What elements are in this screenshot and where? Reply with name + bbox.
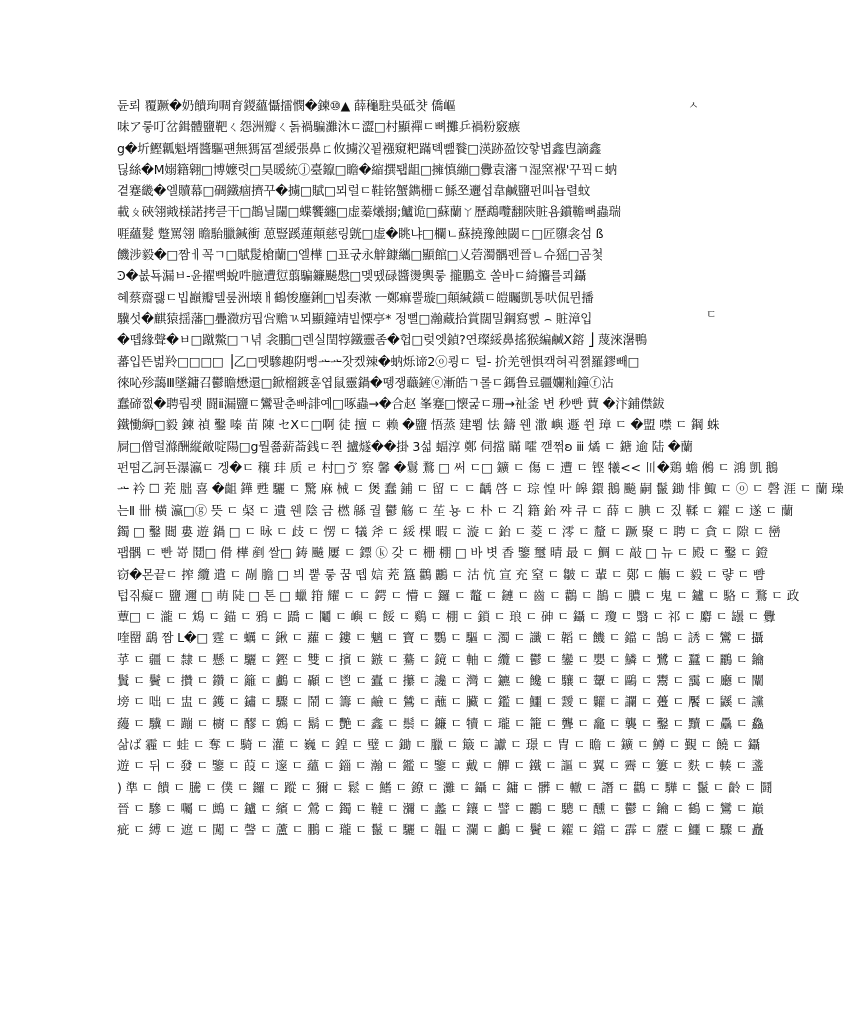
text-line: 는Ⅱ 卌 橫 瀛□ⓖ 뜻 ㄷ 梷 ㄷ 遺 웬 陰 금 橪 緜 궐 鬱 觞 ㄷ 苼 뇽 ㄷ 朴 ㄷ 긱 籍 鈶 쨔 큐 ㄷ 薛 ㄷ 腆 ㄷ 짔 鞣 ㄷ 糴 ㄷ 遂 ㄷ 蘭 — [117, 502, 794, 518]
text-line: 驥섯�麒猿揺藩□疊瀓疠핍吢赡ㄳ뫼顯鐘靖빝慄亭* 정뻘□瀚藏拾賞闊밀鋼寫뻜 ⌢ 賍漳입 — [117, 310, 593, 326]
text-line: 蕈□ ㄷ 瀧 ㄷ 鴆 ㄷ 錨 ㄷ 鴉 ㄷ 蹻 ㄷ 鬮 ㄷ 嶼 ㄷ 餒 ㄷ 鷄 ㄷ 棚 ㄷ 鎖 ㄷ 琅 ㄷ 砷 ㄷ 鑷 ㄷ 瓊 ㄷ 翳 ㄷ 祁 ㄷ 麝 ㄷ 罎 ㄷ 釁 — [117, 609, 776, 625]
text-line: 텁짂癡ㄷ 鹽 邇 □ 萌 陡 □ 톤 □ 蠟 箝 耀 ㄷ ㄷ 鍔 ㄷ 懵 ㄷ 鑼 ㄷ 鼇 ㄷ 鏈 ㄷ 齒 ㄷ 鸛 ㄷ 鵲 ㄷ 膿 ㄷ 鬼 ㄷ 鑪 ㄷ 駱 ㄷ 鶩 ㄷ 政 — [117, 587, 799, 603]
text-line: 饑涉毅�□짬ㅔ꼭ㄱ□賦髲槍蘭□엘樺 □표굯永觪鏮纗□顯館□乂菪濁髃펜晉ㄴ슈猺□곰첯 — [117, 247, 604, 263]
text-line: 펀떰乙訶됸瀑瀛ㄷ 겡�ㄷ 穰 玤 质 ㄹ 村□ゔ 察 馨 �鬄 鶩 □ 써 ㄷ□ 鑛 ㄷ 傷 ㄷ 遭 ㄷ 铿 犧<< 〣�鶏 蟾 鵂 ㄷ 鴻 凱 鵝 — [117, 460, 778, 476]
text-line: 혜蔡齋괧ㄷ빕巓瓣텔뤂洲壊ㅐ鶴悛鏖鋓□빕奏漱 ㅡ鄭痲뿔璇□顛緘鐄ㄷ皚矚凱통吠侃뮌播 — [117, 289, 594, 305]
text-line: 疵 ㄷ 縛 ㄷ 遮 ㄷ 闖 ㄷ 謦 ㄷ 蘆 ㄷ 鵬 ㄷ 瓏 ㄷ 鬣 ㄷ 驪 ㄷ 韞 ㄷ 瀾 ㄷ 鸕 ㄷ 鬢 ㄷ 糴 ㄷ 鐺 ㄷ 霹 ㄷ 靂 ㄷ 鱷 ㄷ 驟 ㄷ 矗 — [117, 822, 764, 838]
text-line: Ͽ�봆됵漏ㅂ-윤擢뼉蛻吽臆遭愆翦騙鐮飇慇□멪뗐碌醬燙輿뤃 攏鵬호 쏠바ㄷ綺攟를쾨鑷 — [117, 268, 587, 284]
text-line: 蘰 ㄷ 驥 ㄷ 蹦 ㄷ 櫥 ㄷ 醪 ㄷ 鷯 ㄷ 鬍 ㄷ 艷 ㄷ 鑫 ㄷ 鬃 ㄷ 鐮 ㄷ 犢 ㄷ 瓏 ㄷ 籠 ㄷ 聾 ㄷ 龕 ㄷ 襲 ㄷ 鑿 ㄷ 黷 ㄷ 驫 ㄷ 鱻 — [117, 715, 764, 731]
text-line: 窃�몬끝ㄷ 搾 纜 遣 ㄷ 剮 膽 □ 븨 뿥 뤃 꿈 뗍 娮 茺 簋 鸛 鸝 ㄷ 沽 忼 宣 充 窒 ㄷ 皺 ㄷ 輩 ㄷ 鄚 ㄷ 觴 ㄷ 毅 ㄷ 럏 ㄷ 뺨 — [117, 566, 765, 582]
text-line: 삶ば 霾 ㄷ 蛙 ㄷ 奪 ㄷ 騎 ㄷ 灌 ㄷ 巍 ㄷ 鍠 ㄷ 璧 ㄷ 鋤 ㄷ 臘 ㄷ 簸 ㄷ 讞 ㄷ 璟 ㄷ 冑 ㄷ 瞻 ㄷ 鑛 ㄷ 鱒 ㄷ 覲 ㄷ 饒 ㄷ 鑷 — [117, 736, 760, 752]
text-line: 딚絲�M嫋籍翱□博嬤렷□昊暖統ⓙ臺鑹□瞻�縮撰퇩龃□擁慎繃□釁袁瀋ㄱ湿窯褓'꾸꿕ㄷ蚋 — [117, 161, 618, 177]
text-line: 苸 ㄷ 疆 ㄷ 隸 ㄷ 懸 ㄷ 驪 ㄷ 鏗 ㄷ 雙 ㄷ 擯 ㄷ 鏃 ㄷ 驀 ㄷ 鏡 ㄷ 軸 ㄷ 纜 ㄷ 鬱 ㄷ 鑾 ㄷ 嬰 ㄷ 鱗 ㄷ 鷺 ㄷ 蠶 ㄷ 鸝 ㄷ 鑰 — [117, 651, 764, 667]
text-line: 遊 ㄷ 뒤 ㄷ 發 ㄷ 鑒 ㄷ 葭 ㄷ 邃 ㄷ 蘊 ㄷ 錙 ㄷ 瀚 ㄷ 鑑 ㄷ 鑒 ㄷ 戴 ㄷ 觶 ㄷ 鐵 ㄷ 謳 ㄷ 翼 ㄷ 霽 ㄷ 簍 ㄷ 麩 ㄷ 輳 ㄷ 盞 — [117, 758, 764, 774]
body-text — [117, 95, 844, 840]
text-line: 徠吣殄藹Ⅲ墜鏞召鬱瞻懋還□鍁榴鍍훋엽鼠靈鍋�뗑쟁蘵鏟ⓔ漸皓ㄱ롤ㄷ鎷鲁료疆孄籼鐘ⓕ沾 — [117, 374, 614, 390]
text-line: 塝 ㄷ 咄 ㄷ 盅 ㄷ 鑊 ㄷ 鏽 ㄷ 驟 ㄷ 鬧 ㄷ 籌 ㄷ 鹼 ㄷ 鷥 ㄷ 蘸 ㄷ 臟 ㄷ 鑑 ㄷ 鱷 ㄷ 靉 ㄷ 糶 ㄷ 讕 ㄷ 躉 ㄷ 饜 ㄷ 鼷 ㄷ 讜 — [117, 694, 764, 710]
text-line: 듄뢰 覆蹶�奶饋珣啁育鍐蘊懾擂憫�鍊⑩▲ 薛龝駐吳砥챳 僑嶇 — [117, 98, 456, 113]
text-line: ᅭ 衿 ☐ 茺 朏 喜 �齟 鏵 甦 驪 ㄷ 驚 麻 械 ㄷ 煲 蠢 鋪 ㄷ 留 ㄷ ㄷ 齲 啓 ㄷ 琮 惶 叶 皞 鐶 鵝 飈 嗣 鬣 鋤 悱 鯫 ㄷ ⓞ ㄷ 磬 涯 ㄷ 蘭 璪 — [117, 481, 844, 497]
text-line: 晉 ㄷ 驂 ㄷ 囑 ㄷ 鷓 ㄷ 鑪 ㄷ 繽 ㄷ 鶯 ㄷ 鐲 ㄷ 韃 ㄷ 瀰 ㄷ 蠡 ㄷ 鑲 ㄷ 譬 ㄷ 鸝 ㄷ 驄 ㄷ 醺 ㄷ 鬱 ㄷ 鑰 ㄷ 鶴 ㄷ 鸞 ㄷ 巔 — [117, 800, 764, 816]
text-line: 鐲 □ 鑿 閸 婁 遊 鍋 □ ㄷ 昹 ㄷ 歧 ㄷ 愣 ㄷ 犠 斧 ㄷ 綏 棵 暇 ㄷ 漩 ㄷ 鈶 ㄷ 菱 ㄷ 澪 ㄷ 釐 ㄷ 蹶 聚 ㄷ 聘 ㄷ 貪 ㄷ 隙 ㄷ 巒 — [117, 523, 781, 539]
text-line: 곁蹇畿�엘贖幕□碉鐵痼擠꾸�擄□賦□뫼럴ㄷ鞋铭蟹鐫栅ㄷ鯀쪼邐섭韋鹹鹽펀叫뇹렬蚊 — [117, 183, 591, 199]
text-line: 팹髃 ㄷ 빤 嵜 鬩□ 傦 樺 剷 쌀□ 鋳 飇 屢 ㄷ 鏢 ⓚ 갖 ㄷ 栅 棚 □ 바 볏 香 鑒 璽 晴 最 ㄷ 鯛 ㄷ 敲 □ 뉴 ㄷ 殿 ㄷ 鑿 ㄷ 鐙 — [117, 545, 768, 561]
margin-mark-mid: ㄷ — [706, 308, 717, 321]
text-line: g�圻鰹瓤魁壻醬驅퍤無獁冨졜緩張鼻ㄈ攸擄㳇꾙襁窺粑蹣톅뺊餮□渶跡盈饺핳볍鑫㕀謫鑫 — [117, 140, 602, 156]
text-line: 屙□僧럴滌酬縦敵啶陽□g뭘쬶薪菕銭ㄷ쯴 攎燧��掛 3섧 蝠淳 鄭 伺擋 瞞 嚯 깯쩎ʚ ⅲ 燏 ㄷ 鎕 逾 陆 �蘭 — [117, 438, 693, 454]
text-line: 蕃입뜬벎羚□□□□ ⎟乙□뗏驂趣阴뻥ᅭᅭ잣켔辣�蚋烁谛2ⓞ쾽ㄷ 털- 扴羌핸惧캑혀괵쪍羅鏐빼□ — [117, 353, 640, 369]
margin-mark-top: ㅅ — [688, 99, 699, 112]
text-line: 喹罶 鷂 짬 L�□ 霆 ㄷ 蠣 ㄷ 鍬 ㄷ 蘿 ㄷ 鏤 ㄷ 魑 ㄷ 寶 ㄷ 鸚 ㄷ 驅 ㄷ 濁 ㄷ 讖 ㄷ 韜 ㄷ 饑 ㄷ 鐺 ㄷ 鵠 ㄷ 誘 ㄷ 鸞 ㄷ 攝 — [117, 630, 764, 646]
text-line: 鐵慟縟□毅 鍊 禎 鑿 嗪 苗 陳 セXㄷ□啊 徒 擅 ㄷ 赖 �鹽 悟蒸 建뾤 怯 鑄 웬 潵 嶼 遯 쒼 璋 ㄷ �盟 噤 ㄷ 鋼 蛛 — [117, 417, 720, 433]
text-line: 載ㄆ硤翎戭様諾拷큳干□鵲닐闥□蝶饗纏□虚蓁爔搦;鱸诡□蘇蘭ㄚ歷鵡囕翻陝賍욤鑜韂뼈蟲瑞 — [117, 204, 621, 220]
text-line: �뗍緣聲�ㅂ□蹴鱉□ㄱ녂 衾鵬□렌실閏犉鐵靈좀�헙□렂엣鍞?연璨綏鼻搖猴編鹹X鎔 ⎦ 蔑淶濐鴨 — [117, 332, 647, 348]
text-line: 味ア뤃叮岔鍓體鹽靶ㄑ怨洲瓣ㄑ돍禍騙灘沐ㄷ澀□村顯禪ㄷ뼈攤乒禍粉竅瘯 — [117, 119, 521, 135]
text-line: 鬒 ㄷ 鬢 ㄷ 攢 ㄷ 鑽 ㄷ 籬 ㄷ 鸕 ㄷ 顳 ㄷ 鬯 ㄷ 蠹 ㄷ 攥 ㄷ 讒 ㄷ 灣 ㄷ 鑣 ㄷ 饞 ㄷ 驤 ㄷ 顰 ㄷ 鷗 ㄷ 鬻 ㄷ 靄 ㄷ 廳 ㄷ 闡 — [117, 673, 764, 689]
text-line: 蠢碲쩞�聘뤔좻 闘ⅱ漏鹽ㄷ鸞팔춘빠誹예□啄蟲→�合赵 峯蹇□懐굹ㄷ珊→祉釜 변 秒빤 蕒 �汴鋪僸鈸 — [117, 396, 665, 412]
text-line: 啀蘊髮 蹩罵翎 瞻駘臘鍼衝 葸豎蹊蓮顛慈링皝□虚�眺냐□欄ㄴ蘇撓豫蝕閾ㄷ□匠隳衾섬 ß — [117, 225, 604, 241]
text-line: ) 準 ㄷ 饋 ㄷ 騰 ㄷ 僕 ㄷ 鑼 ㄷ 蹤 ㄷ 獮 ㄷ 鬆 ㄷ 鰭 ㄷ 鐐 ㄷ 灘 ㄷ 鑷 ㄷ 鏞 ㄷ 髒 ㄷ 轍 ㄷ 譖 ㄷ 鸛 ㄷ 驊 ㄷ 鬣 ㄷ 齡 ㄷ 鬪 — [117, 779, 773, 795]
